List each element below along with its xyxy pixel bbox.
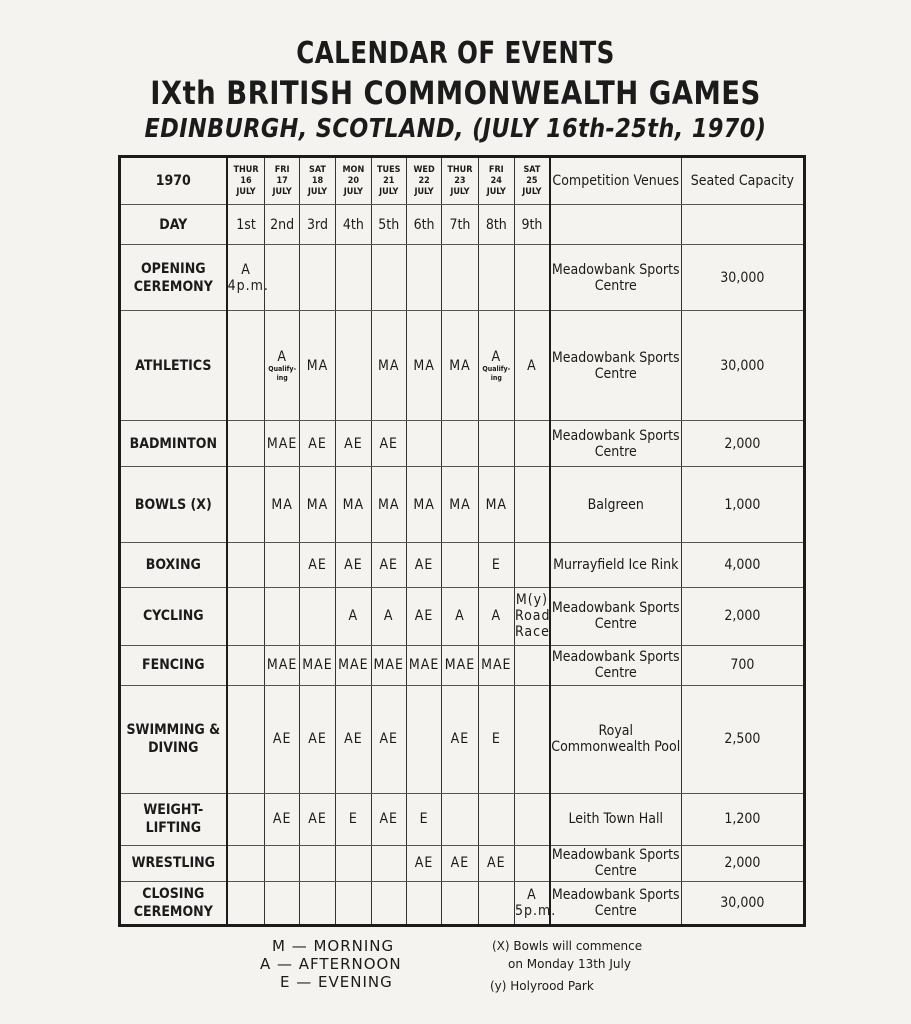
capacity-cell: 2,000 <box>681 587 804 645</box>
session-code: MA <box>306 357 329 374</box>
session-cell <box>442 845 478 881</box>
session-cell <box>442 587 478 645</box>
session-code: AE <box>414 556 434 573</box>
session-code: A <box>348 608 359 625</box>
event-row <box>120 645 805 685</box>
capacity-cell: 30,000 <box>681 311 804 421</box>
session-cell <box>227 543 265 587</box>
event-row <box>120 793 805 845</box>
venue-cell: Balgreen <box>550 467 681 543</box>
capacity-cell <box>681 205 804 245</box>
session-cell <box>406 467 441 543</box>
session-cell <box>265 645 299 685</box>
session-cell <box>371 793 406 845</box>
session-code: MA <box>485 496 508 513</box>
session-code: M(y) Road Race <box>514 592 551 641</box>
session-cell <box>336 845 371 881</box>
session-code: AE <box>308 435 327 452</box>
session-cell <box>406 311 441 421</box>
capacity-cell: 2,500 <box>681 685 804 793</box>
session-cell <box>442 311 478 421</box>
session-cell <box>265 793 299 845</box>
session-code: E <box>491 731 501 748</box>
session-code: A <box>491 348 502 365</box>
session-code: MA <box>377 357 400 374</box>
session-cell <box>336 587 371 645</box>
qualifying-note: Qualify-ing <box>268 364 297 382</box>
session-cell <box>442 421 478 467</box>
session-cell <box>336 311 371 421</box>
session-cell <box>406 245 441 311</box>
session-cell <box>371 543 406 587</box>
session-code: AE <box>379 811 399 828</box>
session-cell <box>406 793 441 845</box>
session-cell <box>299 645 335 685</box>
session-cell <box>299 421 335 467</box>
session-cell <box>227 587 265 645</box>
session-cell <box>406 645 441 685</box>
session-cell <box>514 543 549 587</box>
session-cell <box>478 845 514 881</box>
session-code: A <box>383 608 394 625</box>
title-line-1: CALENDAR OF EVENTS <box>296 36 615 71</box>
session-code: MAE <box>338 657 369 674</box>
session-cell <box>371 645 406 685</box>
session-code: E <box>348 811 358 828</box>
session-cell <box>265 845 299 881</box>
session-cell <box>442 881 478 925</box>
session-cell <box>299 845 335 881</box>
session-cell <box>336 793 371 845</box>
venue-cell <box>550 205 681 245</box>
venue-cell: Meadowbank Sports Centre <box>550 587 681 645</box>
session-cell <box>478 793 514 845</box>
session-code: MA <box>413 357 435 374</box>
year-label: 1970 <box>120 157 227 205</box>
capacity-cell: 4,000 <box>681 543 804 587</box>
session-cell <box>371 245 406 311</box>
session-cell <box>336 543 371 587</box>
footnote-x-line1: (X) Bowls will commence <box>492 939 643 953</box>
session-cell <box>299 793 335 845</box>
event-name: BOXING <box>120 543 227 587</box>
session-code: MAE <box>373 657 404 674</box>
session-cell <box>227 467 265 543</box>
event-row <box>120 685 805 793</box>
session-code: AE <box>308 731 327 748</box>
session-code: AE <box>450 855 470 872</box>
event-row <box>120 845 805 881</box>
events-calendar-table <box>118 155 806 927</box>
event-name: BOWLS (X) <box>120 467 227 543</box>
session-code: MA <box>271 496 293 513</box>
session-cell <box>299 685 335 793</box>
legend-afternoon: A — AFTERNOON <box>260 955 402 973</box>
event-name: BADMINTON <box>120 421 227 467</box>
session-code: AE <box>272 811 292 828</box>
date-header-6: WED 22 JULY <box>406 157 441 205</box>
session-code: E <box>419 811 429 828</box>
session-cell <box>265 543 299 587</box>
session-cell <box>478 645 514 685</box>
session-code: MA <box>413 496 435 513</box>
session-cell <box>227 845 265 881</box>
venue-cell: Leith Town Hall <box>550 793 681 845</box>
session-cell <box>265 685 299 793</box>
session-code: MAE <box>302 657 333 674</box>
session-cell <box>478 587 514 645</box>
event-name: CLOSING CEREMONY <box>120 881 227 925</box>
day-number: 2nd <box>265 205 299 245</box>
session-cell <box>336 881 371 925</box>
session-cell <box>336 421 371 467</box>
day-number: 8th <box>478 205 514 245</box>
day-number: 9th <box>514 205 549 245</box>
session-cell <box>478 311 514 421</box>
session-code: AE <box>272 731 292 748</box>
venue-cell: Meadowbank Sports Centre <box>550 645 681 685</box>
capacity-cell: 2,000 <box>681 421 804 467</box>
session-cell <box>478 467 514 543</box>
day-label: DAY <box>120 205 227 245</box>
session-code: MAE <box>481 657 512 674</box>
session-code: A 4p.m. <box>227 261 269 294</box>
header-row <box>120 157 805 205</box>
session-cell <box>514 245 549 311</box>
session-code: A <box>277 348 287 365</box>
event-row <box>120 421 805 467</box>
session-cell <box>371 881 406 925</box>
session-cell <box>442 245 478 311</box>
date-header-9: SAT 25 JULY <box>514 157 549 205</box>
session-cell <box>406 845 441 881</box>
session-code: MAE <box>266 657 298 674</box>
event-row <box>120 467 805 543</box>
legend-morning: M — MORNING <box>272 937 395 955</box>
session-cell <box>336 467 371 543</box>
footnote-y: (y) Holyrood Park <box>490 979 594 993</box>
session-cell <box>227 645 265 685</box>
event-name: ATHLETICS <box>120 311 227 421</box>
session-code: A <box>527 357 537 374</box>
session-cell <box>227 421 265 467</box>
legend-evening: E — EVENING <box>280 973 393 991</box>
session-cell <box>299 467 335 543</box>
session-cell <box>299 311 335 421</box>
venues-header: Competition Venues <box>550 157 681 205</box>
session-code: A <box>491 608 502 625</box>
session-code: A <box>455 608 465 625</box>
date-header-4: MON 20 JULY <box>336 157 371 205</box>
capacity-header: Seated Capacity <box>681 157 804 205</box>
session-cell <box>371 685 406 793</box>
session-code: AE <box>379 556 399 573</box>
session-code: MA <box>449 357 471 374</box>
footnote-x-line2: on Monday 13th July <box>508 957 631 971</box>
session-cell <box>265 245 299 311</box>
venue-cell: Meadowbank Sports Centre <box>550 421 681 467</box>
session-cell <box>299 881 335 925</box>
session-code: E <box>491 556 501 573</box>
venue-cell: Royal Commonwealth Pool <box>550 685 681 793</box>
capacity-cell: 30,000 <box>681 881 804 925</box>
session-cell <box>227 311 265 421</box>
session-code: AE <box>344 731 363 748</box>
session-cell <box>514 881 557 925</box>
session-code: AE <box>344 435 363 452</box>
session-cell <box>478 685 514 793</box>
session-code: AE <box>308 556 327 573</box>
date-header-1: THUR 16 JULY <box>227 157 265 205</box>
session-cell <box>514 311 549 421</box>
session-cell <box>227 881 265 925</box>
venue-cell: Meadowbank Sports Centre <box>550 881 681 925</box>
session-code: MA <box>449 496 471 513</box>
session-cell <box>265 421 299 467</box>
qualifying-note: Qualify-ing <box>482 364 511 382</box>
session-cell <box>478 245 514 311</box>
venue-cell: Murrayfield Ice Rink <box>550 543 681 587</box>
session-cell <box>442 685 478 793</box>
event-name: WRESTLING <box>120 845 227 881</box>
date-header-8: FRI 24 JULY <box>478 157 514 205</box>
session-cell <box>406 881 441 925</box>
event-name: WEIGHT-LIFTING <box>120 793 227 845</box>
day-row <box>120 205 805 245</box>
session-cell <box>514 645 549 685</box>
session-code: MA <box>377 496 400 513</box>
session-code: A 5p.m. <box>514 886 557 919</box>
session-code: MAE <box>444 657 476 674</box>
event-row <box>120 311 805 421</box>
session-code: AE <box>414 855 434 872</box>
session-cell <box>406 685 441 793</box>
capacity-cell: 2,000 <box>681 845 804 881</box>
session-code: AE <box>450 731 470 748</box>
capacity-cell: 30,000 <box>681 245 804 311</box>
event-row <box>120 543 805 587</box>
title-line-2: IXth BRITISH COMMONWEALTH GAMES <box>150 74 761 112</box>
day-number: 6th <box>406 205 441 245</box>
title-line-3: EDINBURGH, SCOTLAND, (JULY 16th-25th, 1970) <box>144 114 767 144</box>
session-cell <box>336 645 371 685</box>
venue-cell: Meadowbank Sports Centre <box>550 311 681 421</box>
session-cell <box>299 245 335 311</box>
session-code: MAE <box>266 435 298 452</box>
session-cell <box>265 467 299 543</box>
day-number: 3rd <box>299 205 335 245</box>
venue-cell: Meadowbank Sports Centre <box>550 245 681 311</box>
session-cell <box>227 793 265 845</box>
session-cell <box>371 467 406 543</box>
event-name: OPENING CEREMONY <box>120 245 227 311</box>
session-cell <box>336 245 371 311</box>
date-header-3: SAT 18 JULY <box>299 157 335 205</box>
session-cell <box>514 845 549 881</box>
capacity-cell: 1,200 <box>681 793 804 845</box>
session-cell <box>371 587 406 645</box>
session-cell <box>371 311 406 421</box>
session-cell <box>406 543 441 587</box>
session-cell <box>299 543 335 587</box>
session-cell <box>371 845 406 881</box>
event-name: FENCING <box>120 645 227 685</box>
event-name: SWIMMING & DIVING <box>120 685 227 793</box>
venue-cell: Meadowbank Sports Centre <box>550 845 681 881</box>
session-cell <box>371 421 406 467</box>
session-code: AE <box>308 811 327 828</box>
session-cell <box>514 587 549 645</box>
session-code: MA <box>306 496 329 513</box>
session-cell <box>514 467 549 543</box>
event-row <box>120 587 805 645</box>
date-header-2: FRI 17 JULY <box>265 157 299 205</box>
session-cell <box>265 311 299 421</box>
session-cell <box>478 543 514 587</box>
capacity-cell: 1,000 <box>681 467 804 543</box>
session-code: MA <box>342 496 365 513</box>
session-cell <box>514 421 549 467</box>
day-number: 1st <box>227 205 265 245</box>
session-code: AE <box>414 608 434 625</box>
session-cell <box>336 685 371 793</box>
session-cell <box>265 881 299 925</box>
session-cell <box>227 245 269 311</box>
session-code: MAE <box>408 657 440 674</box>
day-number: 7th <box>442 205 478 245</box>
session-cell <box>478 881 514 925</box>
day-number: 5th <box>371 205 406 245</box>
session-code: AE <box>379 435 399 452</box>
event-name: CYCLING <box>120 587 227 645</box>
session-cell <box>406 587 441 645</box>
session-cell <box>406 421 441 467</box>
session-cell <box>514 793 549 845</box>
event-row <box>120 881 805 925</box>
session-cell <box>227 685 265 793</box>
session-cell <box>478 421 514 467</box>
session-cell <box>442 645 478 685</box>
date-header-7: THUR 23 JULY <box>442 157 478 205</box>
session-cell <box>514 685 549 793</box>
session-cell <box>299 587 335 645</box>
event-row <box>120 245 805 311</box>
session-code: AE <box>379 731 399 748</box>
date-header-5: TUES 21 JULY <box>371 157 406 205</box>
day-number: 4th <box>336 205 371 245</box>
session-cell <box>265 587 299 645</box>
session-cell <box>442 793 478 845</box>
session-code: AE <box>487 855 506 872</box>
capacity-cell: 700 <box>681 645 804 685</box>
session-cell <box>442 543 478 587</box>
session-cell <box>442 467 478 543</box>
session-code: AE <box>344 556 363 573</box>
